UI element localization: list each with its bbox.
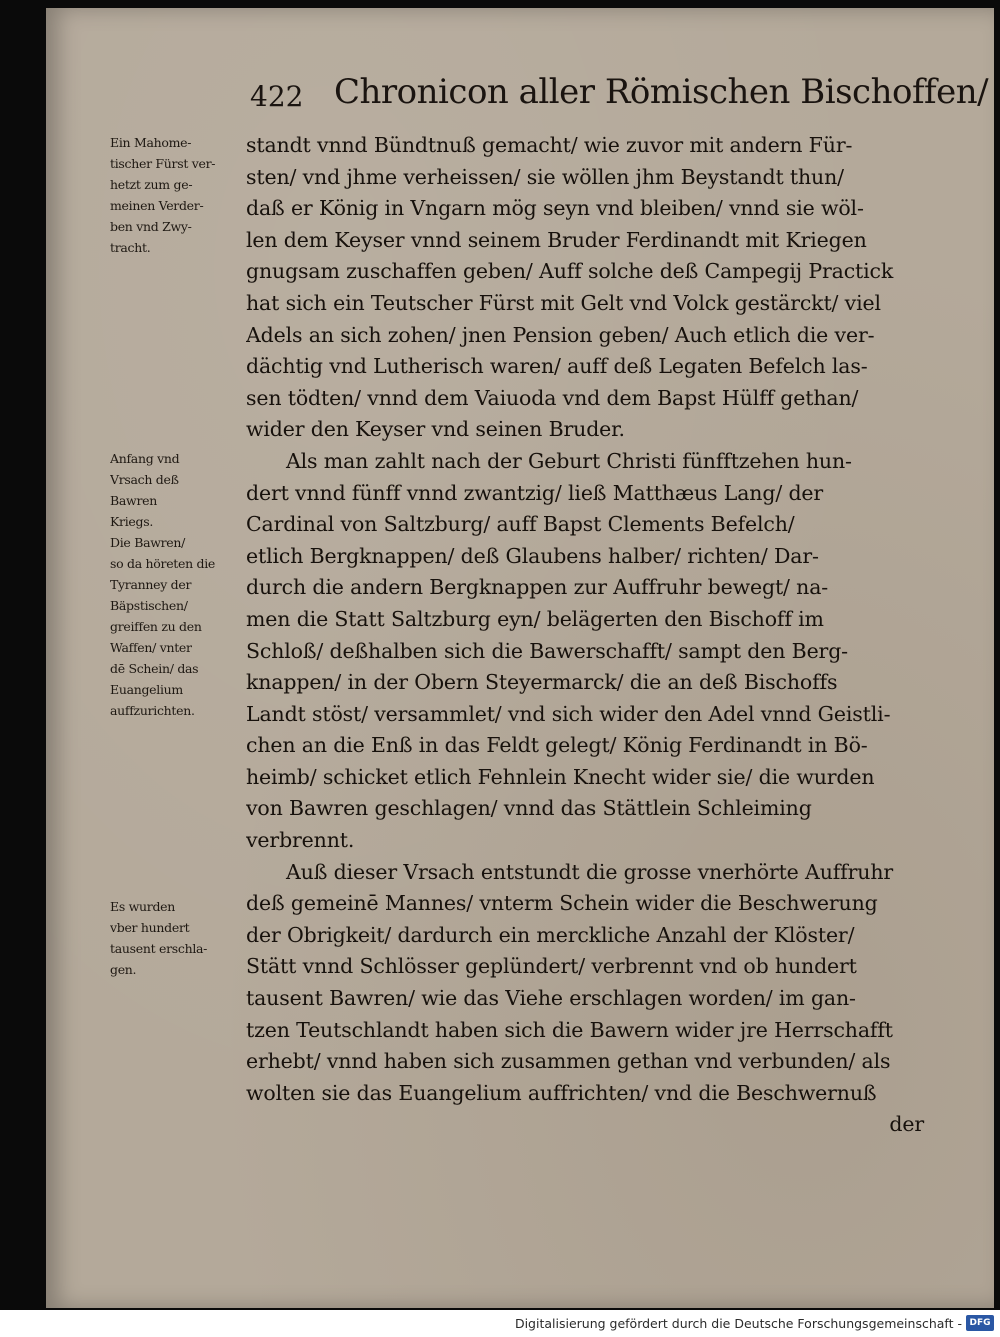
- main-text-block: [246, 130, 936, 1141]
- footer-bar: [0, 1310, 1000, 1337]
- margin-note-line: Kriegs.: [110, 514, 153, 529]
- margin-note-line: tracht.: [110, 240, 151, 255]
- margin-note-line: Ein Mahome-: [110, 135, 192, 150]
- catchword: der: [889, 1112, 924, 1137]
- text-line: wolten sie das Euangelium auffrichten/ vnd die Beschwernuß: [246, 1080, 877, 1105]
- page-number: 422: [250, 80, 304, 113]
- margin-note-line: vber hundert: [110, 920, 190, 935]
- dfg-logo: DFG: [966, 1315, 994, 1331]
- text-line: durch die andern Bergknappen zur Auffruhr bewegt/ na-: [246, 575, 829, 600]
- text-line: standt vnnd Bündtnuß gemacht/ wie zuvor mit andern Für-: [246, 133, 853, 157]
- margin-note-line: auffzurichten.: [110, 703, 195, 718]
- text-line: Stätt vnnd Schlösser geplündert/ verbrennt vnd ob hundert: [246, 954, 857, 979]
- text-line: dert vnnd fünff vnnd zwantzig/ ließ Matthæus Lang/ der: [246, 480, 824, 505]
- text-line: erhebt/ vnnd haben sich zusammen gethan vnd verbunden/ als: [246, 1049, 891, 1074]
- margin-note-line: gen.: [110, 962, 137, 977]
- margin-note-line: Anfang vnd: [110, 451, 180, 466]
- text-line: deß gemeinē Mannes/ vnterm Schein wider die Beschwerung: [246, 891, 878, 916]
- text-line: heimb/ schicket etlich Fehnlein Knecht wider sie/ die wurden: [246, 764, 875, 789]
- margin-note-line: ben vnd Zwy-: [110, 219, 192, 234]
- margin-note-line: Die Bawren/: [110, 535, 186, 550]
- text-line: Cardinal von Saltzburg/ auff Bapst Clements Befelch/: [246, 512, 795, 537]
- text-line: daß er König in Vngarn mög seyn vnd bleiben/ vnnd sie wöl-: [246, 196, 864, 221]
- margin-note-line: Vrsach deß: [110, 472, 179, 487]
- margin-note-2: [110, 448, 248, 721]
- margin-note-line: tausent erschla-: [110, 941, 208, 956]
- text-line: hat sich ein Teutscher Fürst mit Gelt vnd Volck gestärckt/ viel: [246, 290, 881, 315]
- margin-note-line: so da höreten die: [110, 556, 216, 571]
- margin-note-line: Waffen/ vnter: [110, 640, 192, 655]
- text-line: von Bawren geschlagen/ vnnd das Stättlein Schleiming: [246, 796, 812, 821]
- text-line: verbrennt.: [246, 828, 355, 853]
- text-line: etlich Bergknappen/ deß Glaubens halber/ richten/ Dar-: [246, 543, 819, 568]
- text-line: Landt stöst/ versammlet/ vnd sich wider den Adel vnnd Geistli-: [246, 701, 891, 726]
- text-line: Schloß/ deßhalben sich die Bawerschafft/ sampt den Berg-: [246, 638, 848, 663]
- margin-note-line: Es wurden: [110, 899, 175, 914]
- margin-note-line: greiffen zu den: [110, 619, 202, 634]
- text-line: knappen/ in der Obern Steyermarck/ die an deß Bischoffs: [246, 670, 838, 695]
- text-line: wider den Keyser vnd seinen Bruder.: [246, 417, 625, 442]
- text-line: sen tödten/ vnnd dem Vaiuoda vnd dem Bapst Hülff gethan/: [246, 385, 859, 410]
- margin-note-1: [110, 132, 248, 258]
- text-line: Als man zahlt nach der Geburt Christi fünfftzehen hun-: [286, 448, 852, 473]
- text-line: Auß dieser Vrsach entstundt die grosse vnerhörte Auffruhr: [286, 859, 894, 884]
- funding-credit: Digitalisierung gefördert durch die Deutsche Forschungsgemeinschaft -: [514, 1316, 962, 1331]
- margin-note-line: Euangelium: [110, 682, 183, 697]
- text-line: tzen Teutschlandt haben sich die Bawern wider jre Herrschafft: [246, 1017, 893, 1042]
- text-line: Adels an sich zohen/ jnen Pension geben/ Auch etlich die ver-: [246, 322, 875, 347]
- text-line: len dem Keyser vnnd seinem Bruder Ferdinandt mit Kriegen: [246, 227, 867, 252]
- text-line: chen an die Enß in das Feldt gelegt/ König Ferdinandt in Bö-: [246, 733, 868, 758]
- text-line: der Obrigkeit/ dardurch ein merckliche Anzahl der Klöster/: [246, 922, 855, 947]
- page-header: [250, 72, 989, 118]
- margin-note-line: Tyranney der: [110, 577, 192, 592]
- text-line: dächtig vnd Lutherisch waren/ auff deß Legaten Befelch las-: [246, 354, 868, 379]
- text-line: tausent Bawren/ wie das Viehe erschlagen worden/ im gan-: [246, 986, 856, 1011]
- running-title: Chronicon aller Römischen Bischoffen/: [334, 72, 989, 112]
- margin-note-3: [110, 896, 248, 980]
- text-line: gnugsam zuschaffen geben/ Auff solche deß Campegij Practick: [246, 259, 894, 284]
- margin-note-line: dē Schein/ das: [110, 661, 199, 676]
- margin-note-line: Bäpstischen/: [110, 598, 188, 613]
- margin-note-line: Bawren: [110, 493, 157, 508]
- text-line: men die Statt Saltzburg eyn/ belägerten den Bischoff im: [246, 606, 824, 631]
- margin-note-line: meinen Verder-: [110, 198, 204, 213]
- margin-note-line: tischer Fürst ver-: [110, 156, 216, 171]
- text-line: sten/ vnd jhme verheissen/ sie wöllen jhm Beystandt thun/: [246, 164, 844, 189]
- margin-note-line: hetzt zum ge-: [110, 177, 193, 192]
